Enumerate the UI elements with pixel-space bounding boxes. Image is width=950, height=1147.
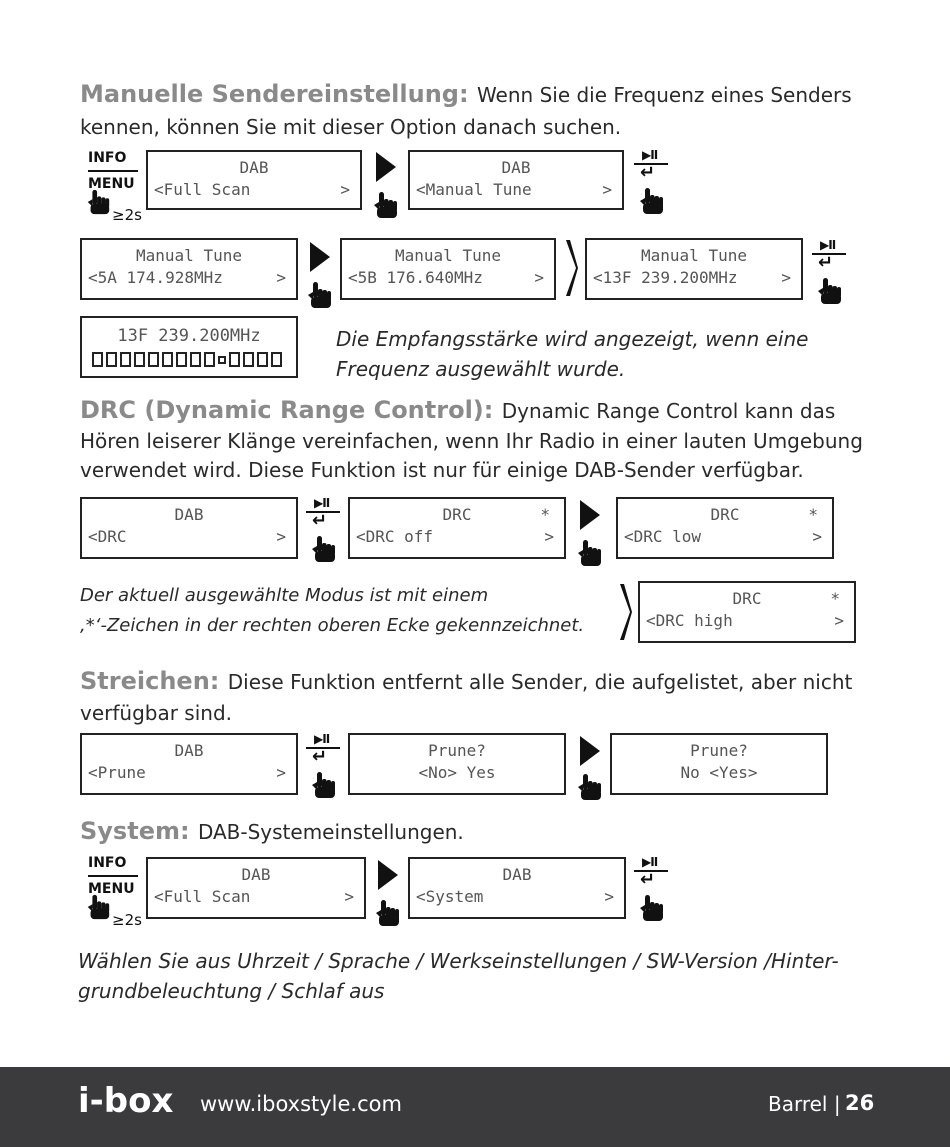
lcd-screen-full-scan: DAB <Full Scan >: [146, 150, 362, 210]
lcd-screen-full-scan: DAB <Full Scan >: [146, 857, 366, 919]
page-number: 26: [845, 1091, 875, 1115]
lcd-screen-signal: 13F 239.200MHz: [80, 316, 298, 378]
press-hand-icon: [304, 280, 334, 310]
signal-bar: [162, 352, 173, 367]
press-hand-icon: [574, 772, 604, 802]
play-pause-icon: ▶II: [642, 855, 658, 869]
prune-text-line1: Diese Funktion entfernt alle Sender, die aufgelistet, aber nicht: [227, 670, 853, 694]
lcd-screen-drc: DAB <DRC >: [80, 497, 298, 559]
page-footer: [0, 1067, 950, 1147]
play-pause-icon: ▶II: [314, 732, 330, 746]
lcd-screen-prune-yes: Prune? No <Yes>: [610, 733, 828, 795]
hold-duration: ≥2s: [112, 911, 142, 929]
signal-bar: [229, 352, 240, 367]
manual-text-line1: Wenn Sie die Frequenz eines Senders: [476, 83, 852, 107]
manual-note-line1: Die Empfangsstärke wird angezeigt, wenn eine: [336, 327, 809, 351]
drc-text-line1: Dynamic Range Control kann das: [501, 399, 836, 423]
press-hand-icon: [372, 898, 402, 928]
drc-text-line2: Hören leiserer Klänge vereinfachen, wenn Ihr Radio in einer lauten Umgebung: [80, 429, 863, 453]
brand-logo: i-box: [78, 1081, 174, 1121]
lcd-screen-13f: Manual Tune <13F 239.200MHz >: [585, 238, 803, 300]
lcd-screen-manual-tune: DAB <Manual Tune >: [408, 150, 624, 210]
enter-icon: ↵: [640, 162, 656, 183]
signal-bar: [134, 352, 145, 367]
signal-bar: [176, 352, 187, 367]
press-hand-icon: [636, 186, 666, 216]
press-hand-icon: [370, 190, 400, 220]
system-note-line2: grundbeleuchtung / Schlaf aus: [78, 979, 385, 1003]
signal-bar: [204, 352, 215, 367]
signal-bar: [106, 352, 117, 367]
signal-bar: [271, 352, 282, 367]
play-pause-icon: ▶II: [314, 496, 330, 510]
manual-text-line2: kennen, können Sie mit dieser Option danach suchen.: [80, 115, 622, 139]
info-label: INFO: [88, 855, 127, 871]
drc-text-line3: verwendet wird. Diese Funktion ist nur für einige DAB-Sender verfügbar.: [80, 458, 804, 482]
drc-note-line2: ‚*‘-Zeichen in der rechten oberen Ecke gekennzeichnet.: [80, 615, 585, 636]
menu-label: MENU: [88, 176, 135, 192]
press-hand-icon: [84, 188, 112, 216]
drc-note-line1: Der aktuell ausgewählte Modus ist mit einem: [80, 585, 489, 606]
signal-bar: [120, 352, 131, 367]
enter-icon: ↵: [312, 746, 328, 767]
press-hand-icon: [814, 276, 844, 306]
next-arrow-icon: [578, 734, 602, 768]
press-hand-icon: [308, 534, 338, 564]
prune-heading: Streichen: Diese Funktion entfernt alle Sender, die aufgelistet, aber nicht: [80, 667, 853, 695]
lcd-screen-drc-off: DRC * <DRC off >: [348, 497, 566, 559]
signal-bar: [190, 352, 201, 367]
play-pause-icon: ▶II: [642, 148, 658, 162]
enter-icon: ↵: [818, 252, 834, 273]
press-hand-icon: [574, 538, 604, 568]
manual-note-line2: Frequenz ausgewählt wurde.: [336, 357, 626, 381]
enter-icon: ↵: [312, 510, 328, 531]
next-arrow-icon: [308, 240, 332, 274]
play-pause-icon: ▶II: [820, 238, 836, 252]
system-text: DAB-Systemeinstellungen.: [197, 820, 464, 844]
prune-text-line2: verfügbar sind.: [80, 701, 233, 725]
lcd-screen-drc-low: DRC * <DRC low >: [616, 497, 834, 559]
press-hand-icon: [84, 893, 112, 921]
scroll-chevron-icon: [564, 238, 578, 298]
next-arrow-icon: [376, 858, 400, 892]
press-hand-icon: [636, 893, 666, 923]
manual-heading: Manuelle Sendereinstellung: Wenn Sie die Frequenz eines Senders: [80, 80, 852, 108]
system-note-line1: Wählen Sie aus Uhrzeit / Sprache / Werkseinstellungen / SW-Version /Hinter-: [78, 949, 839, 973]
info-label: INFO: [88, 150, 127, 166]
footer-product: Barrel |: [768, 1092, 841, 1116]
system-heading: System: DAB-Systemeinstellungen.: [80, 817, 464, 845]
signal-marker: [218, 356, 226, 364]
lcd-screen-5b: Manual Tune <5B 176.640MHz >: [340, 238, 556, 300]
signal-bar: [148, 352, 159, 367]
lcd-screen-prune: DAB <Prune >: [80, 733, 298, 795]
press-hand-icon: [308, 770, 338, 800]
scroll-chevron-icon: [618, 582, 632, 642]
lcd-screen-drc-high: DRC * <DRC high >: [638, 581, 856, 643]
lcd-screen-5a: Manual Tune <5A 174.928MHz >: [80, 238, 298, 300]
enter-icon: ↵: [640, 869, 656, 890]
footer-url[interactable]: www.iboxstyle.com: [200, 1092, 402, 1116]
hold-duration: ≥2s: [112, 206, 142, 224]
signal-bar: [243, 352, 254, 367]
lcd-screen-system: DAB <System >: [408, 857, 626, 919]
next-arrow-icon: [578, 498, 602, 532]
signal-strength-bars: [92, 352, 282, 367]
drc-heading: DRC (Dynamic Range Control): Dynamic Range Control kann das: [80, 396, 836, 424]
next-arrow-icon: [374, 150, 398, 184]
signal-bar: [92, 352, 103, 367]
menu-label: MENU: [88, 881, 135, 897]
lcd-screen-prune-no: Prune? <No> Yes: [348, 733, 566, 795]
signal-bar: [257, 352, 268, 367]
